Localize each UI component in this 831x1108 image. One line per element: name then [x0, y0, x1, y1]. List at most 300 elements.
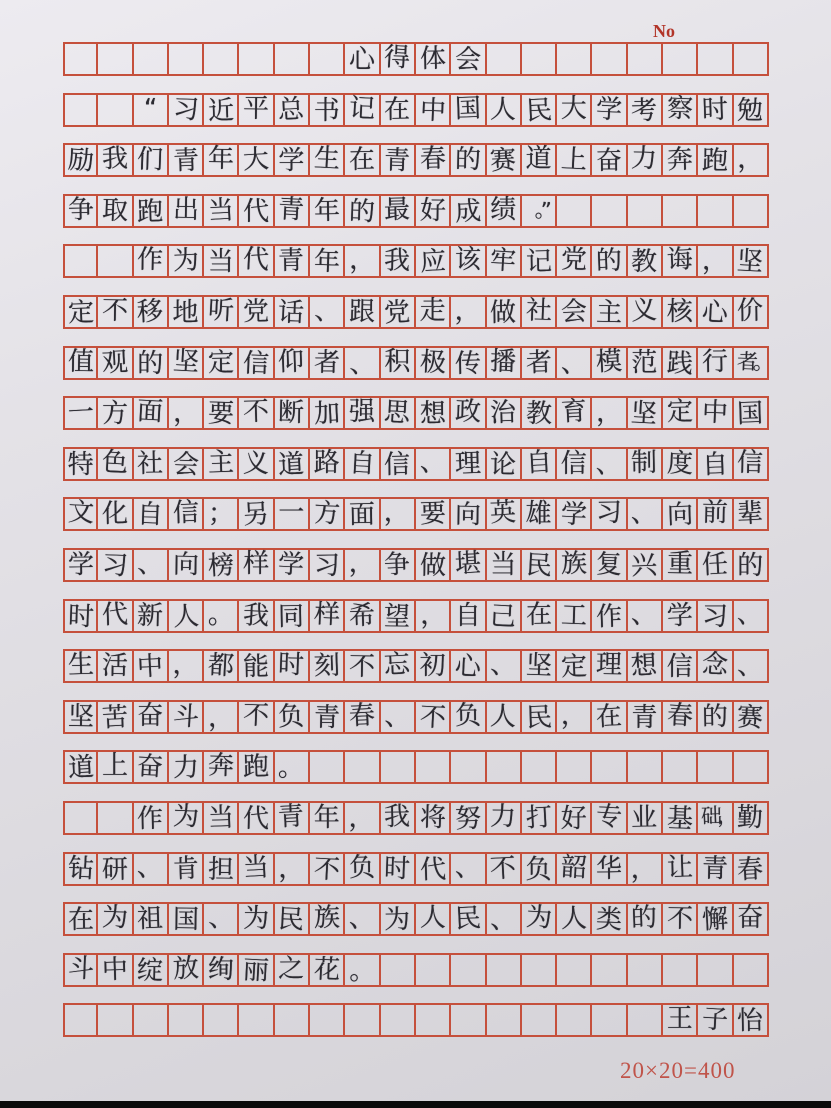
handwritten-char: 为 — [524, 902, 553, 934]
handwritten-char: 青 — [277, 194, 306, 226]
grid-cell — [98, 700, 133, 734]
handwritten-char: 赛 — [736, 702, 764, 734]
handwritten-char: 新 — [136, 600, 164, 631]
handwritten-char: “ — [143, 93, 158, 124]
handwritten-char: ， — [560, 700, 588, 731]
grid-cell — [592, 244, 627, 278]
handwritten-char: 、 — [348, 347, 376, 380]
grid-cell — [98, 295, 133, 329]
grid-cell — [522, 194, 557, 228]
grid-paper — [63, 42, 769, 1037]
handwritten-char: 民 — [524, 550, 553, 582]
grid-cell — [734, 902, 769, 936]
handwritten-char: 要 — [207, 398, 235, 430]
handwritten-char: 人 — [419, 902, 446, 934]
grid-cell — [698, 143, 733, 177]
grid-cell — [734, 599, 769, 633]
handwritten-char: 生 — [313, 143, 341, 175]
handwritten-char: 中 — [419, 95, 447, 127]
grid-cell — [204, 295, 239, 329]
handwritten-char: 类 — [595, 904, 623, 936]
grid-cell — [275, 447, 310, 481]
handwritten-char: 在 — [348, 144, 376, 176]
handwritten-char: 心 — [701, 297, 729, 329]
handwritten-char: ； — [207, 499, 235, 530]
grid-cell — [345, 801, 380, 835]
grid-cell — [275, 599, 310, 633]
grid-cell — [275, 295, 310, 329]
handwritten-char: 族 — [560, 548, 588, 580]
handwritten-char: 察 — [666, 93, 694, 125]
grid-cell — [275, 244, 310, 278]
handwritten-char: ， — [418, 598, 447, 631]
grid-cell — [310, 194, 345, 228]
grid-cell — [663, 346, 698, 380]
grid-cell — [63, 599, 98, 633]
grid-cell — [592, 700, 627, 734]
handwritten-char: 作 — [136, 245, 164, 276]
handwritten-char: 者 — [524, 347, 553, 379]
grid-cell — [169, 902, 204, 936]
grid-cell — [204, 599, 239, 633]
handwritten-char: 牢 — [489, 245, 517, 278]
grid-cell — [63, 346, 98, 380]
handwritten-char: 书 — [313, 95, 340, 126]
handwritten-char: 春 — [419, 143, 447, 175]
grid-cell — [663, 852, 698, 886]
grid-cell — [592, 548, 627, 582]
grid-cell — [628, 902, 663, 936]
grid-cell — [134, 447, 169, 481]
handwritten-char: 在 — [67, 904, 94, 936]
handwritten-char: 思 — [383, 397, 412, 429]
grid-cell — [451, 902, 486, 936]
handwritten-char: 斗 — [171, 701, 200, 733]
grid-cell — [275, 143, 310, 177]
grid-cell — [310, 143, 345, 177]
handwritten-char: 极 — [418, 346, 447, 379]
handwritten-char: 总 — [277, 93, 306, 126]
grid-cell — [345, 599, 380, 633]
grid-cell — [310, 801, 345, 835]
handwritten-char: 面 — [348, 500, 376, 531]
grid-cell — [698, 295, 733, 329]
grid-cell — [557, 194, 592, 228]
grid-cell — [345, 396, 380, 430]
grid-cell — [698, 599, 733, 633]
grid-cell — [134, 852, 169, 886]
grid-cell — [592, 649, 627, 683]
handwritten-char: 学 — [665, 599, 694, 632]
handwritten-char: 者。 — [736, 349, 770, 375]
handwritten-char: 信 — [737, 447, 764, 478]
grid-cell — [416, 396, 451, 430]
grid-cell — [698, 902, 733, 936]
grid-cell — [487, 649, 522, 683]
handwritten-char: 刻 — [313, 650, 341, 682]
grid-cell — [63, 953, 98, 987]
grid-row — [63, 599, 769, 633]
handwritten-char: 话 — [277, 297, 305, 329]
handwritten-char: 最 — [383, 194, 411, 226]
grid-cell — [557, 1003, 592, 1037]
handwritten-char: 育 — [559, 396, 588, 428]
grid-cell — [63, 548, 98, 582]
handwritten-char: 绚 — [207, 954, 234, 985]
handwritten-char: 同 — [278, 601, 305, 632]
grid-cell — [204, 700, 239, 734]
handwritten-char: 道 — [66, 752, 95, 784]
grid-row — [63, 244, 769, 278]
handwritten-char: 懈 — [701, 904, 729, 936]
handwritten-char: 青 — [277, 801, 306, 833]
handwritten-char: 方 — [312, 498, 341, 531]
grid-cell — [663, 143, 698, 177]
grid-cell — [98, 599, 133, 633]
handwritten-char: 年 — [313, 802, 340, 833]
handwritten-char: 、 — [384, 701, 411, 732]
handwritten-char: 、 — [313, 295, 341, 327]
grid-cell — [487, 1003, 522, 1037]
grid-cell — [134, 497, 169, 531]
handwritten-char: 负 — [277, 701, 305, 733]
handwritten-char: 考 — [631, 95, 658, 126]
grid-cell — [451, 953, 486, 987]
handwritten-char: 定 — [560, 651, 588, 683]
grid-cell — [557, 396, 592, 430]
grid-cell — [310, 700, 345, 734]
handwritten-char: 强 — [349, 397, 376, 428]
handwritten-char: 记 — [348, 92, 376, 125]
grid-cell — [134, 346, 169, 380]
grid-cell — [451, 447, 486, 481]
grid-cell — [734, 295, 769, 329]
grid-row — [63, 295, 769, 329]
grid-cell — [522, 295, 557, 329]
grid-cell — [628, 953, 663, 987]
handwritten-char: ， — [278, 853, 305, 884]
handwritten-char: 将 — [419, 802, 447, 834]
handwritten-char: 向 — [454, 500, 482, 531]
handwritten-char: ， — [736, 143, 765, 175]
grid-cell — [487, 902, 522, 936]
grid-cell — [169, 295, 204, 329]
grid-cell — [310, 750, 345, 784]
grid-cell — [345, 42, 380, 76]
handwritten-char: 、 — [490, 905, 517, 936]
handwritten-char: 习 — [701, 601, 728, 632]
grid-cell — [310, 244, 345, 278]
grid-cell — [169, 700, 204, 734]
handwritten-char: 。 — [278, 753, 305, 784]
grid-cell — [134, 396, 169, 430]
grid-cell — [63, 852, 98, 886]
grid-cell — [169, 953, 204, 987]
grid-cell — [416, 346, 451, 380]
grid-cell — [451, 852, 486, 886]
photo-edge-bar — [0, 1101, 831, 1108]
grid-cell — [204, 447, 239, 481]
handwritten-char: 当 — [207, 802, 235, 834]
grid-cell — [698, 93, 733, 127]
handwritten-char: 英 — [489, 497, 517, 530]
grid-cell — [487, 194, 522, 228]
grid-cell — [239, 447, 274, 481]
handwritten-char: 不 — [312, 853, 341, 886]
handwritten-char: 样 — [313, 599, 341, 630]
grid-row — [63, 700, 769, 734]
grid-row — [63, 801, 769, 835]
handwritten-char: 放 — [171, 953, 200, 985]
handwritten-char: 文 — [66, 497, 95, 530]
grid-cell — [345, 447, 380, 481]
grid-cell — [98, 548, 133, 582]
grid-cell — [275, 700, 310, 734]
handwritten-char: 代 — [101, 599, 129, 630]
handwritten-char: 力 — [172, 753, 199, 784]
grid-cell — [487, 93, 522, 127]
grid-cell — [169, 852, 204, 886]
grid-cell — [204, 42, 239, 76]
grid-cell — [169, 801, 204, 835]
grid-cell — [592, 801, 627, 835]
handwritten-char: 论 — [489, 449, 517, 480]
grid-cell — [416, 244, 451, 278]
handwritten-char: 。 — [207, 599, 234, 630]
grid-cell — [98, 750, 133, 784]
grid-cell — [698, 42, 733, 76]
grid-cell — [381, 750, 416, 784]
grid-cell — [345, 346, 380, 380]
handwritten-char: 人 — [560, 903, 588, 935]
grid-spec-label: 20×20=400 — [620, 1058, 736, 1083]
grid-cell — [628, 548, 663, 582]
grid-cell — [734, 396, 769, 430]
handwritten-char: 好 — [419, 195, 446, 227]
handwritten-char: 负 — [348, 852, 376, 883]
handwritten-char: 、 — [348, 903, 376, 935]
handwritten-char: 的 — [137, 348, 164, 379]
handwritten-char: 的 — [595, 245, 623, 277]
grid-row — [63, 346, 769, 380]
handwritten-char: 奋 — [595, 145, 623, 177]
grid-cell — [557, 295, 592, 329]
grid-cell — [663, 902, 698, 936]
handwritten-char: 勉 — [737, 95, 764, 126]
handwritten-char: 当 — [207, 195, 235, 227]
grid-cell — [522, 346, 557, 380]
grid-cell — [204, 548, 239, 582]
grid-row — [63, 1003, 769, 1037]
handwritten-char: 努 — [454, 803, 482, 835]
grid-cell — [381, 548, 416, 582]
handwritten-char: 社 — [136, 448, 164, 479]
handwritten-char: 子 — [701, 1004, 729, 1036]
handwritten-char: 为 — [172, 801, 200, 833]
grid-cell — [698, 548, 733, 582]
handwritten-char: ， — [701, 246, 728, 277]
handwritten-char: 的 — [630, 902, 658, 934]
handwritten-char: 国 — [736, 398, 764, 430]
grid-cell — [134, 93, 169, 127]
grid-cell — [698, 953, 733, 987]
handwritten-char: 肯 — [172, 853, 200, 884]
grid-cell — [345, 852, 380, 886]
handwritten-char: 成 — [454, 196, 482, 228]
handwritten-char: 向 — [172, 549, 199, 581]
handwritten-char: 绽 — [136, 955, 164, 986]
handwritten-char: 力 — [489, 801, 517, 833]
grid-cell — [451, 244, 486, 278]
grid-cell — [98, 143, 133, 177]
grid-cell — [628, 295, 663, 329]
grid-cell — [275, 801, 310, 835]
grid-cell — [557, 953, 592, 987]
handwritten-char: 族 — [313, 902, 340, 934]
handwritten-char: 代 — [243, 196, 270, 227]
handwritten-char: 时 — [383, 853, 411, 884]
handwritten-char: 范 — [631, 347, 658, 378]
grid-cell — [557, 497, 592, 531]
handwritten-char: 人 — [489, 94, 517, 125]
handwritten-char: 希 — [348, 600, 376, 631]
grid-cell — [628, 93, 663, 127]
handwritten-char: 心 — [454, 651, 482, 683]
grid-cell — [628, 1003, 663, 1037]
handwritten-char: 不 — [489, 852, 517, 885]
grid-cell — [239, 497, 274, 531]
grid-cell — [451, 346, 486, 380]
handwritten-char: 斗 — [67, 953, 95, 985]
grid-cell — [698, 447, 733, 481]
grid-cell — [451, 194, 486, 228]
handwritten-char: 争 — [383, 549, 411, 581]
handwritten-char: 化 — [101, 499, 129, 530]
grid-cell — [522, 801, 557, 835]
grid-cell — [204, 497, 239, 531]
handwritten-char: 我 — [384, 246, 411, 277]
grid-cell — [345, 244, 380, 278]
handwritten-char: 好 — [560, 803, 587, 834]
handwritten-char: 奋 — [136, 751, 165, 783]
handwritten-char: 仰 — [277, 346, 305, 378]
grid-row — [63, 194, 769, 228]
handwritten-char: 中 — [101, 954, 129, 986]
grid-cell — [592, 599, 627, 633]
handwritten-char: 前 — [701, 498, 729, 529]
grid-cell — [628, 346, 663, 380]
grid-cell — [522, 599, 557, 633]
handwritten-char: 价 — [737, 295, 764, 327]
grid-cell — [345, 143, 380, 177]
grid-cell — [169, 1003, 204, 1037]
handwritten-char: 念 — [701, 649, 729, 681]
grid-cell — [381, 801, 416, 835]
handwritten-char: 当 — [242, 851, 270, 884]
grid-cell — [592, 396, 627, 430]
grid-cell — [381, 700, 416, 734]
handwritten-char: 出 — [172, 194, 199, 226]
handwritten-char: 坚 — [736, 246, 765, 279]
handwritten-char: 上 — [101, 751, 128, 782]
handwritten-char: 作 — [595, 601, 623, 632]
grid-cell — [557, 902, 592, 936]
handwritten-char: 。 — [348, 955, 376, 987]
handwritten-char: 自 — [454, 600, 481, 631]
handwritten-char: 忘 — [383, 649, 412, 681]
handwritten-char: 们 — [136, 144, 164, 176]
handwritten-char: 跑 — [242, 751, 270, 783]
handwritten-char: 义 — [630, 295, 659, 327]
handwritten-char: 民 — [524, 94, 553, 127]
grid-cell — [451, 649, 486, 683]
handwritten-char: 、 — [136, 548, 164, 580]
grid-cell — [628, 447, 663, 481]
grid-cell — [416, 447, 451, 481]
grid-cell — [134, 42, 169, 76]
grid-cell — [204, 852, 239, 886]
handwritten-char: 会 — [560, 296, 588, 328]
handwritten-char: 为 — [171, 245, 200, 278]
grid-cell — [275, 953, 310, 987]
handwritten-char: 、 — [136, 852, 164, 883]
handwritten-char: 王 — [666, 1004, 693, 1035]
handwritten-char: ， — [383, 497, 411, 529]
grid-cell — [345, 902, 380, 936]
handwritten-char: ， — [348, 548, 376, 580]
handwritten-char: 传 — [454, 348, 482, 379]
grid-cell — [381, 902, 416, 936]
grid-cell — [557, 244, 592, 278]
grid-cell — [416, 194, 451, 228]
grid-cell — [239, 801, 274, 835]
grid-cell — [628, 497, 663, 531]
handwritten-char: 青 — [313, 702, 340, 733]
handwritten-char: 取 — [101, 195, 129, 227]
handwritten-char: 自 — [524, 447, 553, 479]
handwritten-char: 的 — [454, 144, 482, 176]
handwritten-char: 人 — [489, 701, 517, 733]
handwritten-char: 得 — [383, 42, 412, 74]
grid-cell — [557, 599, 592, 633]
grid-row — [63, 649, 769, 683]
handwritten-char: 坚 — [630, 398, 659, 430]
handwritten-char: 者 — [313, 347, 340, 378]
handwritten-char: 让 — [666, 852, 694, 883]
grid-cell — [557, 750, 592, 784]
grid-cell — [663, 194, 698, 228]
handwritten-char: 复 — [595, 549, 623, 581]
grid-cell — [557, 548, 592, 582]
handwritten-char: 勤 — [737, 802, 764, 834]
handwritten-char: 之 — [278, 953, 305, 984]
grid-cell — [487, 244, 522, 278]
handwritten-char: 打 — [524, 802, 553, 834]
handwritten-char: 、 — [630, 498, 658, 530]
grid-cell — [63, 700, 98, 734]
grid-cell — [628, 801, 663, 835]
grid-cell — [592, 902, 627, 936]
grid-cell — [275, 649, 310, 683]
grid-cell — [345, 93, 380, 127]
grid-cell — [734, 548, 769, 582]
grid-cell — [63, 143, 98, 177]
handwritten-char: 想 — [630, 650, 659, 682]
handwritten-char: 观 — [101, 346, 129, 379]
grid-cell — [416, 143, 451, 177]
handwritten-char: 钻 — [66, 852, 95, 885]
handwritten-char: 移 — [136, 296, 165, 328]
